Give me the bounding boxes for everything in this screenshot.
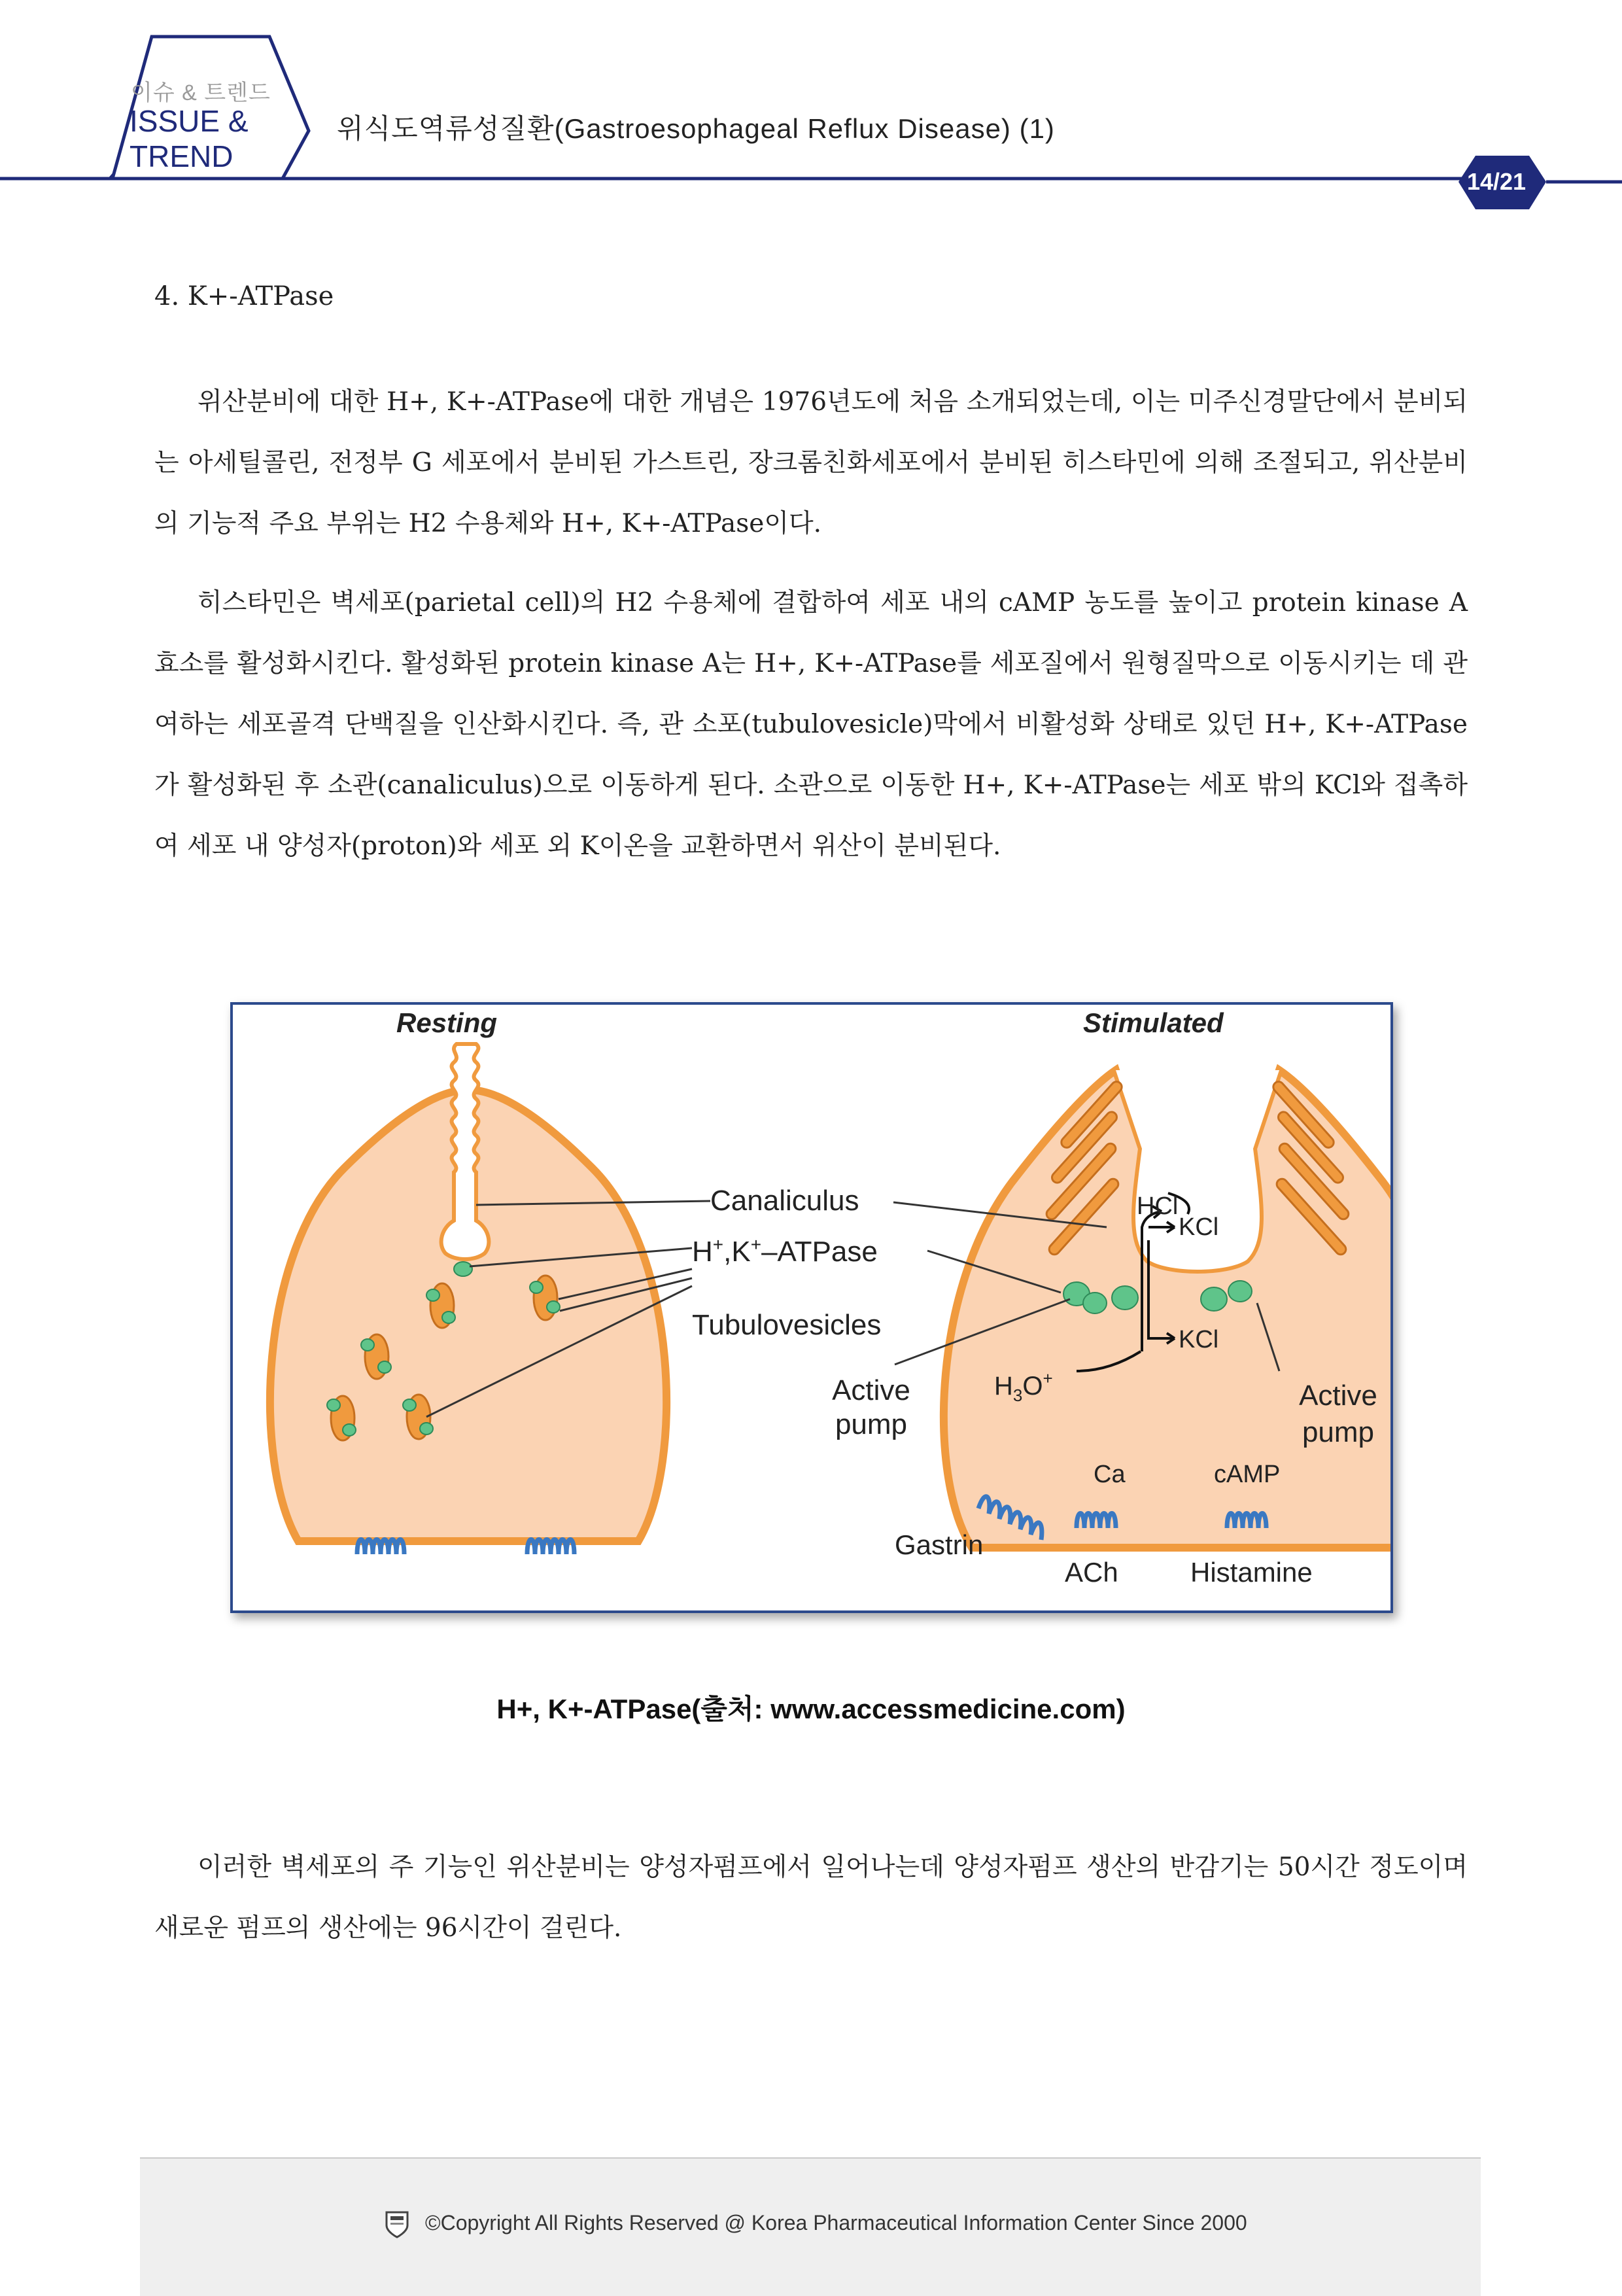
series-label-english: ISSUE & TREND (129, 104, 249, 173)
kpic-logo-icon (383, 2210, 411, 2238)
label-kcl-top: KCl (1179, 1213, 1219, 1241)
series-label-korean: 이슈 & 트렌드 (131, 80, 271, 105)
label-gastrin: Gastrin (895, 1529, 984, 1560)
section-heading: 4. K+-ATPase (154, 281, 334, 311)
pump (454, 1262, 472, 1276)
label-ca: Ca (1094, 1461, 1126, 1488)
label-active-pump-right: Active pump (1299, 1380, 1377, 1448)
label-tubulovesicles: Tubulovesicles (692, 1309, 882, 1341)
label-stimulated: Stimulated (1083, 1007, 1224, 1038)
label-active-pump-left: Active pump (832, 1374, 910, 1440)
label-histamine: Histamine (1190, 1557, 1313, 1588)
paragraph-1: 위산분비에 대한 H+, K+-ATPase에 대한 개념은 1976년도에 처음 소개되었는데, 이는 미주신경말단에서 분비되는 아세틸콜린, 전정부 G 세포에서 분비된 가스트린, 장크롬친화세포에서 분비된 히스타민에 의해 조절되고, 위산분비의 기능적 주요 부위는 H2 수용체와 H+, K+-ATPase이다. (154, 387, 1468, 538)
paragraph-2: 히스타민은 벽세포(parietal cell)의 H2 수용체에 결합하여 세포 내의 cAMP 농도를 높이고 protein kinase A 효소를 활성화시킨다. 활성화된 protein kinase A는 H+, K+-ATPase를 세포질에서 원형질막으로 이동시키는 데 관여하는 세포골격 단백질을 인산화시킨다. 즉, 관 소포(tubulovesicle)막에서 비활성화 상태로 있던 H+, K+-ATPase가 활성화된 후 소관(canaliculus)으로 이동하게 된다. 소관으로 이동한 H+, K+-ATPase는 세포 밖의 KCl와 접촉하여 세포 내 양성자(proton)와 세포 외 K이온을 교환하면서 위산이 분비된다. (154, 588, 1468, 861)
label-h3o: $H_3O^+$ (994, 1368, 1053, 1405)
page-number-badge: 14/21 (1466, 168, 1527, 195)
label-canaliculus: Canaliculus (710, 1185, 859, 1217)
label-resting: Resting (396, 1007, 498, 1038)
figure-caption: H+, K+-ATPase(출처: www.accessmedicine.com) (496, 1694, 1126, 1724)
footer-copyright: ©Copyright All Rights Reserved @ Korea Pharmaceutical Information Center Since 2000 (425, 2211, 1247, 2235)
atpase-diagram (233, 1005, 1390, 1610)
receptor-icon (527, 1540, 574, 1555)
label-hcl: HCl (1137, 1192, 1179, 1220)
paragraph-3: 이러한 벽세포의 주 기능인 위산분비는 양성자펌프에서 일어나는데 양성자펌프 생산의 반감기는 50시간 정도이며 새로운 펌프의 생산에는 96시간이 걸린다. (154, 1852, 1468, 1943)
atpase-figure (230, 1002, 1393, 1613)
document-title: 위식도역류성질환(Gastroesophageal Reflux Disease) (1) (337, 113, 1055, 144)
receptor-icon (357, 1540, 404, 1555)
label-camp: cAMP (1214, 1461, 1281, 1488)
label-kcl-bottom: KCl (1179, 1326, 1219, 1353)
label-ach: ACh (1065, 1557, 1118, 1588)
label-atpase: H+,K+–ATPase (692, 1234, 878, 1268)
